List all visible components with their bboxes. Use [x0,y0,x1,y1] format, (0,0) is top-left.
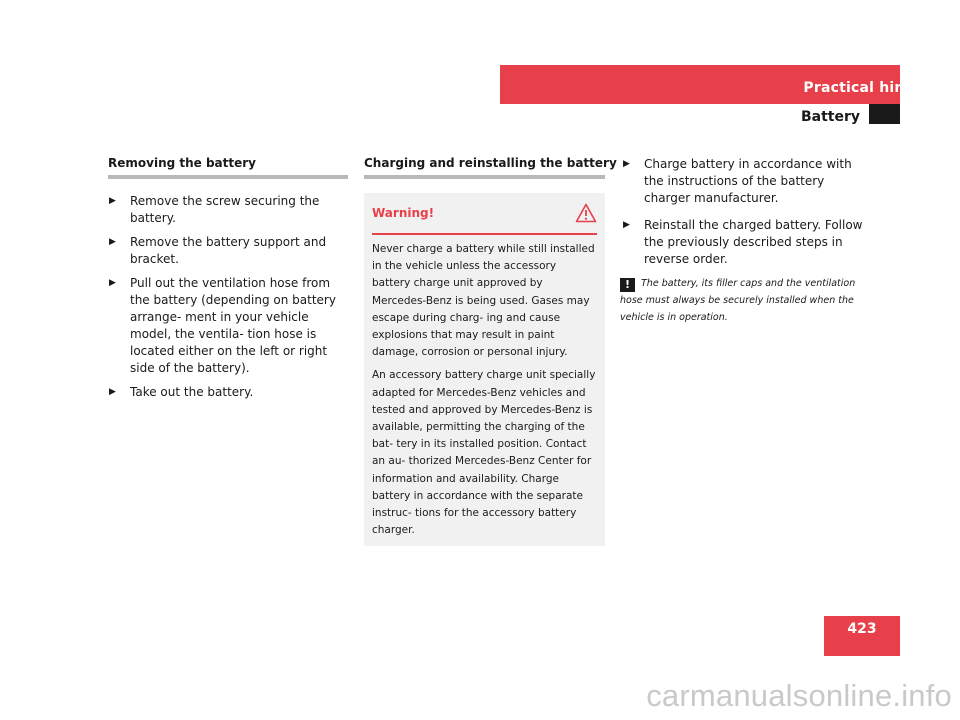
section-title: Practical hints [803,80,920,96]
caution-note-text: The battery, its filler caps and the ventilation hose must always be securely installed when the vehicle is in operation. [620,278,856,323]
step-item [108,193,348,227]
step-item [108,384,348,401]
header-tab-marker [869,104,900,124]
caution-icon: ! [620,278,635,292]
step-text: Pull out the ventilation hose from the battery (depending on battery arrange- ment in your vehicle model, the ventila- tion hose is located either on the left or right side of the battery). [130,276,336,375]
column-removing-battery [108,156,348,408]
page-number-box [824,616,900,656]
warning-paragraph: An accessory battery charge unit specially adapted for Mercedes-Benz vehicles and tested and approved by Mercedes-Benz is available, permitting the charging of the bat- tery in its installed position. Contact an au- thorized Mercedes-Benz Center for information and availability. Charge battery in accordance with the separate instruc- tions for the accessory battery charger. [372,369,596,537]
step-arrow-icon: ▶ [109,196,116,206]
warning-box [364,193,605,546]
section-heading-removing: Removing the battery [108,156,348,179]
step-arrow-icon: ▶ [623,159,630,169]
page-number: 423 [847,621,877,637]
step-text: Reinstall the charged battery. Follow the previously described steps in reverse order. [644,218,863,266]
watermark: carmanualsonline.info [646,678,952,713]
warning-title: Warning! [372,206,435,220]
warning-header [372,193,597,235]
step-text: Remove the battery support and bracket. [130,235,327,266]
step-text: Remove the screw securing the battery. [130,194,320,225]
step-item [622,156,867,207]
step-item [108,234,348,268]
step-arrow-icon: ▶ [109,237,116,247]
column-reinstall [622,156,867,278]
step-arrow-icon: ▶ [623,220,630,230]
warning-paragraph: Never charge a battery while still installed in the vehicle unless the accessory battery charge unit approved by Mercedes-Benz is being used. Gases may escape during charg- ing and cause explosions that may result in paint damage, corrosion or personal injury. [372,243,595,359]
step-arrow-icon: ▶ [109,278,116,288]
step-text: Take out the battery. [130,385,254,399]
section-heading-charging: Charging and reinstalling the battery [364,156,605,179]
warning-triangle-icon [575,203,597,223]
step-text: Charge battery in accordance with the instructions of the battery charger manufacturer. [644,157,852,205]
page-title: Battery [800,109,860,125]
step-item [108,275,348,377]
caution-note [620,275,868,326]
step-arrow-icon: ▶ [109,387,116,397]
step-item [622,217,867,268]
column-charging-battery [364,156,617,546]
